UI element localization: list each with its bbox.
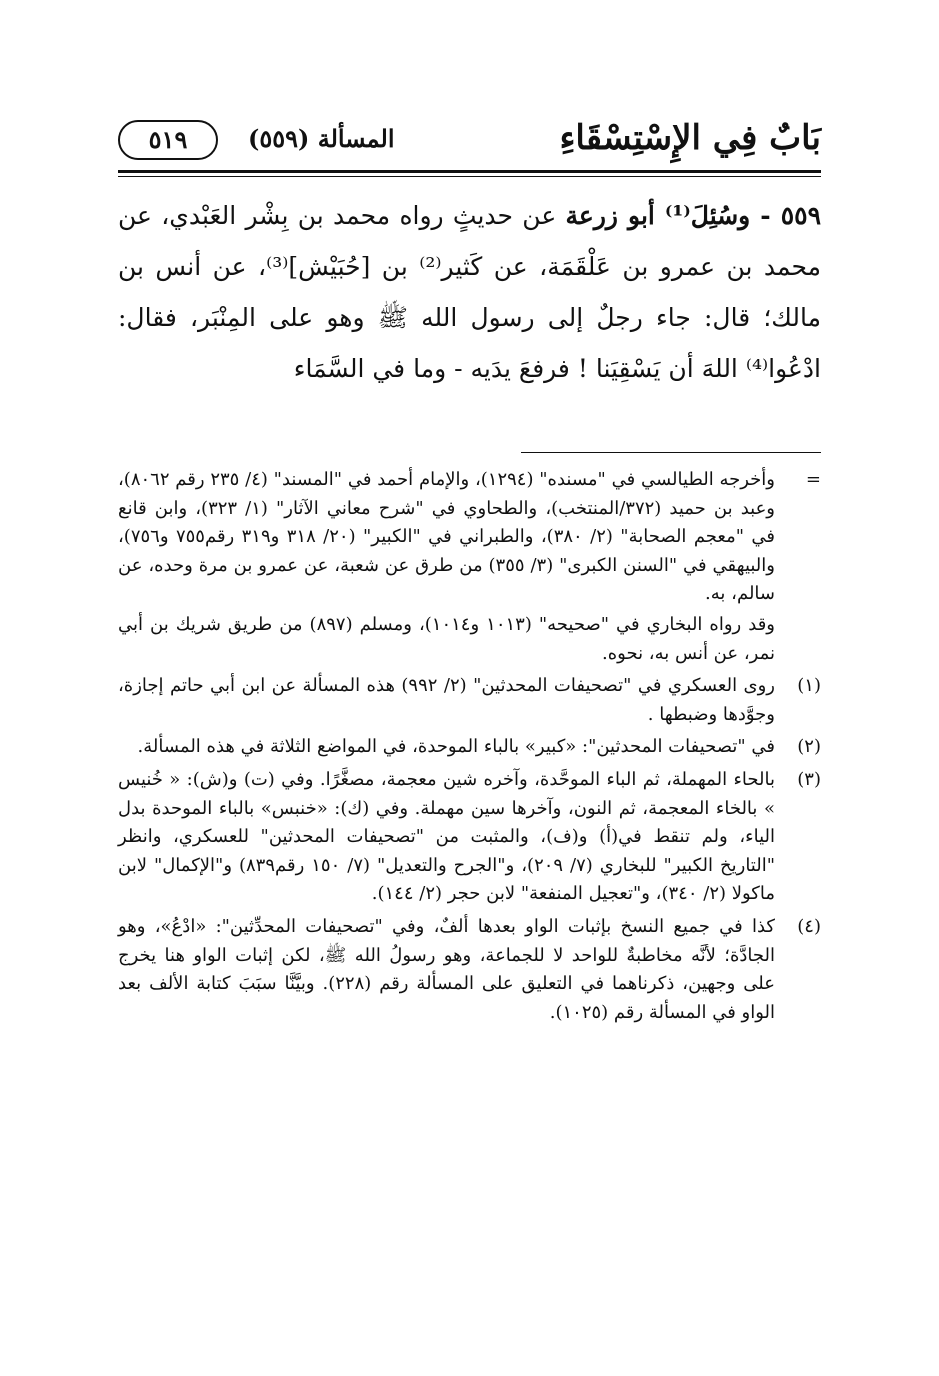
- footnote-text: كذا في جميع النسخ بإثبات الواو بعدها ألفٌ، وفي "تصحيفات المحدِّثين": «ادْعُ»، وهو الجادَّة؛ لأنَّه مخاطبةٌ للواحد لا للجماعة، وهو رسولُ الله ﷺ، لكن إثبات الواو هنا يخرج على وجهين، ذكرناهما في التعليق على المسألة رقم (٢٢٨). وبيَّنَّا سبَبَ كتابة الألف بعد الواو في المسألة رقم (١٠٢٥).: [118, 915, 775, 1023]
- issue-body: عن حديثٍ رواه محمد بن بِشْر العَبْدي، عن محمد بن عمرو بن عَلْقَمَة، عن كَثير⁽²⁾ بن [حُبَيْش]⁽³⁾، عن أنس بن مالك؛ قال: جاء رجلٌ إلى رسول الله ﷺ وهو على المِنْبَر، فقال: ادْعُوا⁽⁴⁾ اللهَ أن يَسْقِيَنا ! فرفعَ يدَيه - وما في السَّمَاء: [118, 201, 821, 383]
- footnote-text: روى العسكري في "تصحيفات المحدثين" (٢/ ٩٩٢) هذه المسألة عن ابن أبي حاتم إجازة، وجوَّدها وضبطها .: [118, 675, 775, 725]
- issue-lead: ٥٥٩ - وسُئِلَ⁽¹⁾ أبو زرعة: [565, 201, 822, 230]
- footnote-mark: =: [805, 469, 821, 490]
- footnotes: [118, 466, 821, 1031]
- footnote-text: وأخرجه الطيالسي في "مسنده" (١٢٩٤)، والإمام أحمد في "المسند" (٤/ ٢٣٥ رقم ٨٠٦٢)، وعبد بن حميد (٣٧٢/المنتخب)، والطحاوي في "شرح معاني الآثار" (١/ ٣٢٣)، وابن قانع في "معجم الصحابة" (٢/ ٣٨٠)، والطبراني في "الكبير" (٢٠/ ٣١٨ و٣١٩ رقم٧٥٥ و٧٥٦)، والبيهقي في "السنن الكبرى" (٣/ ٣٥٥) من طرق عن شعبة، عن عمرو بن مرة وحده، عن سالم، به.: [118, 469, 776, 605]
- footnote-mark: (٢): [797, 736, 821, 758]
- page-number: ٥١٩: [118, 120, 218, 160]
- footnote-3: [118, 766, 821, 909]
- footnote-mark: (٤): [797, 915, 821, 937]
- footnote-mark: (٣): [797, 768, 821, 790]
- header-rule-thick: [118, 170, 821, 173]
- footnote-mark: (١): [797, 675, 821, 697]
- footnote-continued: [118, 466, 821, 668]
- section-title: بَابٌ فِي الإِسْتِسْقَاءِ: [559, 118, 821, 158]
- footnote-4: [118, 913, 821, 1027]
- footnote-text: وقد رواه البخاري في "صحيحه" (١٠١٣ و١٠١٤)، ومسلم (٨٩٧) من طريق شريك بن أبي نمر، عن أنس به، نحوه.: [118, 613, 775, 664]
- footnote-1: [118, 672, 821, 729]
- issue-number: المسألة (٥٥٩): [248, 124, 395, 153]
- page-header: [118, 110, 821, 170]
- header-rule-thin: [118, 176, 821, 177]
- footnote-text: في "تصحيفات المحدثين": «كبير» بالباء الموحدة، في المواضع الثلاثة في هذه المسألة.: [137, 736, 775, 758]
- footnote-2: [118, 733, 821, 762]
- footnote-text: بالحاء المهملة، ثم الباء الموحَّدة، وآخره شين معجمة، مصغَّرًا. وفي (ت) و(ش): « خُنيس » بالخاء المعجمة، ثم النون، وآخرها سين مهملة. وفي (ك): «خنبس» بالباء الموحدة بدل الياء، ولم تنقط في(أ) و(ف)، والمثبت من "تصحيفات المحدثين" للعسكري، وانظر "التاريخ الكبير" للبخاري (٧/ ٢٠٩)، و"الجرح والتعديل" (٧/ ١٥٠ رقم٨٣٩) و"الإكمال" لابن ماكولا (٢/ ٣٤٠)، و"تعجيل المنفعة" لابن حجر (٢/ ١٤٤).: [118, 768, 775, 905]
- main-text: [118, 190, 821, 394]
- footnote-separator: [521, 452, 821, 453]
